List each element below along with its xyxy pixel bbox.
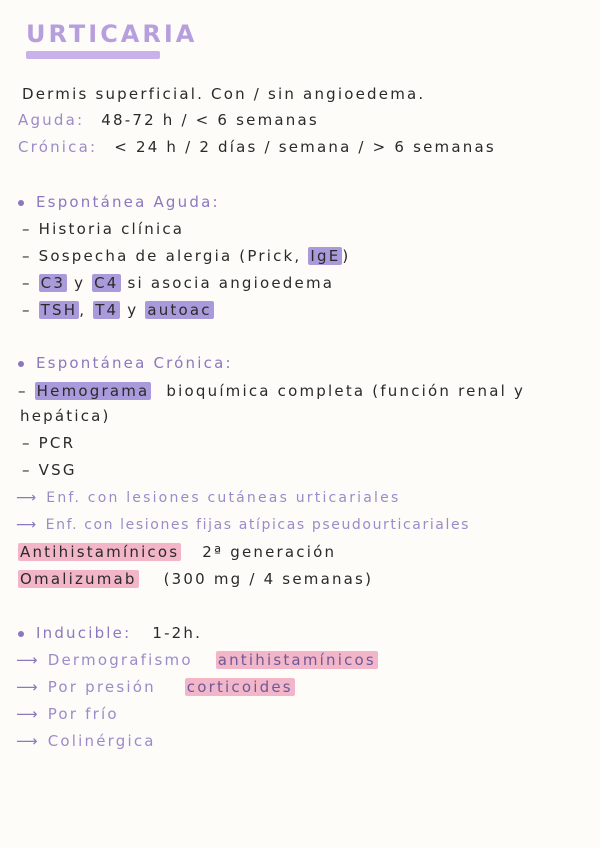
highlight-omalizumab: Omalizumab: [20, 570, 137, 588]
arrow-icon: ⟶: [16, 490, 39, 506]
list-item: – Sospecha de alergia (Prick, IgE ): [22, 247, 351, 265]
cronica-label: Crónica:: [18, 138, 98, 156]
arrow-item: ⟶ Enf. con lesiones fijas atípicas pseudourticariales: [16, 517, 471, 533]
highlight-hemograma: Hemograma: [36, 382, 150, 400]
bullet-dot: [18, 200, 24, 206]
list-item: – Historia clínica: [22, 220, 185, 238]
highlight-autoac: autoac: [147, 301, 212, 319]
list-item-continued: hepática): [20, 407, 111, 425]
highlight-antihistaminicos: antihistamínicos: [217, 651, 376, 669]
arrow-item: ⟶ Por frío: [16, 705, 119, 723]
arrow-item: ⟶ Colinérgica: [16, 732, 156, 750]
highlight-tsh: TSH: [40, 301, 78, 319]
bullet-dot: [18, 631, 24, 637]
section-heading-inducible: Inducible: 1-2h.: [18, 623, 202, 643]
arrow-icon: ⟶: [16, 732, 40, 750]
highlight-t4: T4: [95, 301, 119, 319]
treatment-line: Antihistamínicos 2ª generación: [20, 543, 337, 561]
arrow-item: ⟶ Dermografismo antihistamínicos: [16, 651, 376, 669]
arrow-item: ⟶ Enf. con lesiones cutáneas urticariales: [16, 490, 401, 506]
highlight-ige: IgE: [310, 247, 341, 265]
highlight-c4: C4: [94, 274, 119, 292]
section-heading-cronica: Espontánea Crónica:: [18, 353, 233, 373]
highlight-antihistaminicos: Antihistamínicos: [20, 543, 180, 561]
intro-cronica: [18, 137, 496, 157]
section-heading-aguda: Espontánea Aguda:: [18, 192, 220, 212]
list-item: – C3 y C4 si asocia angioedema: [22, 274, 335, 292]
list-item: – TSH , T4 y autoac: [22, 301, 212, 319]
title-highlight: [26, 51, 160, 59]
bullet-dot: [18, 361, 24, 367]
treatment-line: Omalizumab (300 mg / 4 semanas): [20, 570, 374, 588]
intro-aguda: [18, 110, 319, 130]
highlight-corticoides: corticoides: [186, 678, 293, 696]
list-item: – VSG: [22, 461, 77, 479]
arrow-icon: ⟶: [16, 705, 40, 723]
aguda-text: 48-72 h / < 6 semanas: [101, 111, 319, 129]
list-item: – PCR: [22, 434, 76, 452]
aguda-label: Aguda:: [18, 111, 85, 129]
arrow-item: ⟶ Por presión corticoides: [16, 678, 293, 696]
arrow-icon: ⟶: [16, 678, 40, 696]
highlight-c3: C3: [40, 274, 66, 292]
arrow-icon: ⟶: [16, 517, 38, 533]
arrow-icon: ⟶: [16, 651, 40, 669]
cronica-text: < 24 h / 2 días / semana / > 6 semanas: [114, 138, 496, 156]
list-item: – Hemograma bioquímica completa (función renal y: [18, 382, 526, 400]
page-title: URTICARIA: [26, 20, 198, 48]
intro-dermis: Dermis superficial. Con / sin angioedema.: [22, 85, 426, 103]
